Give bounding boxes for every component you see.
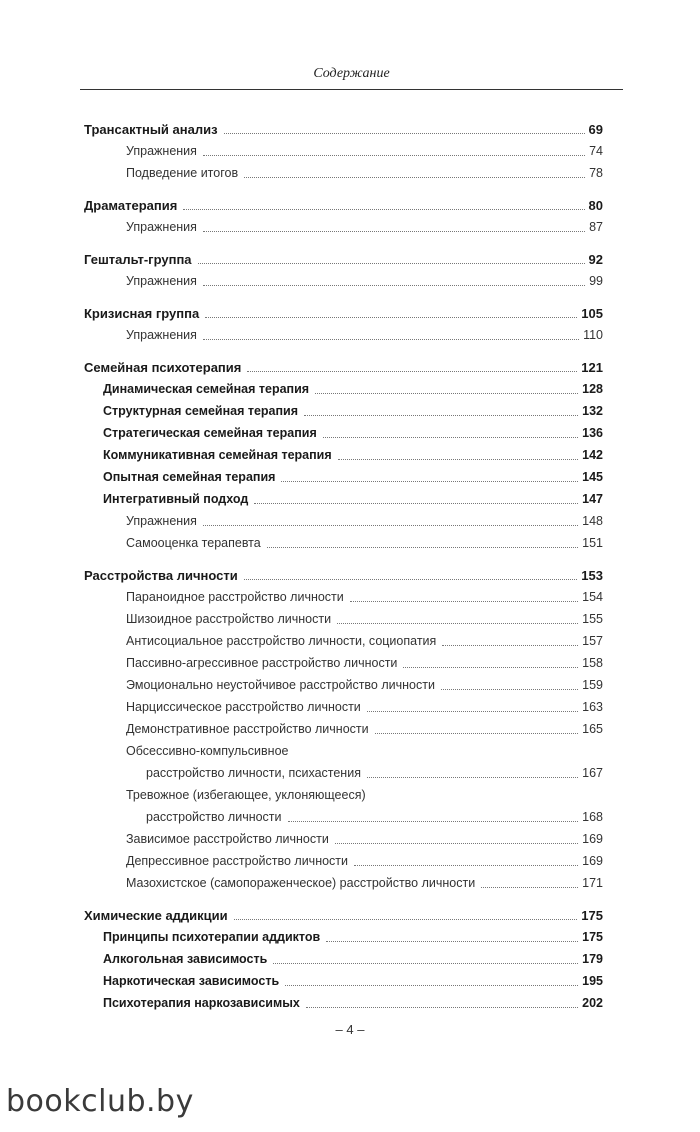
dot-leader bbox=[285, 985, 578, 986]
toc-entry-title: Тревожное (избегающее, уклоняющееся) bbox=[126, 788, 366, 802]
toc-entry-page: 179 bbox=[582, 952, 603, 966]
toc-entry-title: Подведение итогов bbox=[126, 166, 239, 180]
toc-entry bbox=[84, 463, 603, 485]
toc-entry-page: 163 bbox=[582, 700, 603, 714]
dot-leader bbox=[337, 623, 578, 624]
watermark-logo: bookclub.by bbox=[6, 1084, 194, 1119]
toc-entry-title: Наркотическая зависимость bbox=[103, 974, 280, 988]
dot-leader bbox=[247, 371, 577, 372]
toc-entry-page: 142 bbox=[582, 448, 603, 462]
toc-entry bbox=[84, 989, 603, 1011]
toc-entry bbox=[84, 671, 603, 693]
toc-entry-page: 78 bbox=[589, 166, 603, 180]
toc-entry-title: Эмоционально неустойчивое расстройство личности bbox=[126, 678, 435, 692]
toc-entry-title: Нарциссическое расстройство личности bbox=[126, 700, 361, 714]
dot-leader bbox=[254, 503, 578, 504]
toc-entry bbox=[84, 759, 603, 781]
toc-entry-title: Интегративный подход bbox=[103, 492, 249, 506]
toc-entry-title: Депрессивное расстройство личности bbox=[126, 854, 349, 868]
toc-entry-page: 128 bbox=[582, 382, 603, 396]
toc-entry-page: 159 bbox=[582, 678, 603, 692]
toc-entry bbox=[84, 419, 603, 441]
toc-entry-title: Демонстративное расстройство личности bbox=[126, 722, 369, 736]
toc-entry-title: Алкогольная зависимость bbox=[103, 952, 268, 966]
dot-leader bbox=[367, 777, 578, 778]
toc-entry-page: 169 bbox=[582, 854, 603, 868]
toc-entry-page: 202 bbox=[582, 996, 603, 1010]
toc-entry bbox=[84, 737, 603, 759]
toc-entry-page: 175 bbox=[581, 908, 603, 923]
toc-entry bbox=[84, 649, 603, 671]
toc-entry-page: 154 bbox=[582, 590, 603, 604]
toc-entry bbox=[84, 485, 603, 507]
toc-entry-title: Драматерапия bbox=[84, 198, 178, 213]
dot-leader bbox=[304, 415, 578, 416]
toc-entry bbox=[84, 191, 603, 213]
toc-entry-page: 195 bbox=[582, 974, 603, 988]
dot-leader bbox=[335, 843, 578, 844]
toc-entry-page: 155 bbox=[582, 612, 603, 626]
toc-entry-page: 110 bbox=[583, 328, 603, 342]
dot-leader bbox=[203, 339, 579, 340]
toc-entry bbox=[84, 869, 603, 891]
dot-leader bbox=[354, 865, 578, 866]
dot-leader bbox=[183, 209, 584, 210]
toc-entry-page: 145 bbox=[582, 470, 603, 484]
toc-entry-title: Кризисная группа bbox=[84, 306, 200, 321]
toc-entry bbox=[84, 159, 603, 181]
toc-entry bbox=[84, 693, 603, 715]
running-header: Содержание bbox=[313, 66, 390, 81]
toc-entry bbox=[84, 901, 603, 923]
toc-entry-page: 151 bbox=[582, 536, 603, 550]
toc-entry-title: Упражнения bbox=[126, 328, 197, 342]
toc-entry-page: 158 bbox=[582, 656, 603, 670]
toc-entry bbox=[84, 803, 603, 825]
dot-leader bbox=[326, 941, 578, 942]
toc-entry-page: 175 bbox=[582, 930, 603, 944]
dot-leader bbox=[367, 711, 578, 712]
dot-leader bbox=[244, 177, 585, 178]
toc-entry-title: Коммуникативная семейная терапия bbox=[103, 448, 332, 462]
toc-entry bbox=[84, 715, 603, 737]
toc-entry bbox=[84, 561, 603, 583]
dot-leader bbox=[203, 525, 578, 526]
toc-entry-title: Зависимое расстройство личности bbox=[126, 832, 329, 846]
toc-entry-title: Самооценка терапевта bbox=[126, 536, 261, 550]
toc-entry-page: 87 bbox=[589, 220, 603, 234]
toc-entry-title: Обсессивно-компульсивное bbox=[126, 744, 289, 758]
toc-entry bbox=[84, 627, 603, 649]
dot-leader bbox=[442, 645, 578, 646]
toc-entry-title: Опытная семейная терапия bbox=[103, 470, 276, 484]
toc-entry bbox=[84, 441, 603, 463]
toc-entry-title: Пассивно-агрессивное расстройство личности bbox=[126, 656, 398, 670]
toc-entry-title: Трансактный анализ bbox=[84, 122, 218, 137]
dot-leader bbox=[203, 231, 585, 232]
dot-leader bbox=[288, 821, 579, 822]
toc-entry bbox=[84, 967, 603, 989]
toc-entry bbox=[84, 923, 603, 945]
toc-entry-page: 92 bbox=[588, 252, 603, 267]
page-number: – 4 – bbox=[335, 1022, 365, 1037]
toc-entry-title: расстройство личности, психастения bbox=[146, 766, 361, 780]
toc-entry-title: Динамическая семейная терапия bbox=[103, 382, 310, 396]
dot-leader bbox=[203, 285, 585, 286]
dot-leader bbox=[203, 155, 585, 156]
header-rule bbox=[80, 89, 623, 90]
toc-entry-page: 69 bbox=[588, 122, 603, 137]
toc-entry bbox=[84, 321, 603, 343]
toc-entry-title: Расстройства личности bbox=[84, 568, 238, 583]
toc-entry-page: 132 bbox=[582, 404, 603, 418]
dot-leader bbox=[234, 919, 578, 920]
dot-leader bbox=[403, 667, 578, 668]
toc-entry bbox=[84, 945, 603, 967]
toc-entry-page: 165 bbox=[582, 722, 603, 736]
toc-entry-page: 80 bbox=[588, 198, 603, 213]
toc-entry-title: Психотерапия наркозависимых bbox=[103, 996, 300, 1010]
toc-entry bbox=[84, 507, 603, 529]
toc-entry bbox=[84, 847, 603, 869]
dot-leader bbox=[205, 317, 577, 318]
toc-entry-page: 169 bbox=[582, 832, 603, 846]
toc-entry-page: 168 bbox=[582, 810, 603, 824]
dot-leader bbox=[375, 733, 579, 734]
toc-entry-title: расстройство личности bbox=[146, 810, 282, 824]
dot-leader bbox=[244, 579, 578, 580]
toc-entry-page: 147 bbox=[582, 492, 603, 506]
toc-entry bbox=[84, 267, 603, 289]
toc-entry-page: 167 bbox=[582, 766, 603, 780]
toc-entry-title: Упражнения bbox=[126, 144, 197, 158]
dot-leader bbox=[481, 887, 578, 888]
toc-entry-page: 74 bbox=[589, 144, 603, 158]
toc-entry bbox=[84, 583, 603, 605]
dot-leader bbox=[315, 393, 578, 394]
toc-entry bbox=[84, 245, 603, 267]
dot-leader bbox=[198, 263, 585, 264]
toc-entry-title: Упражнения bbox=[126, 220, 197, 234]
toc-entry-title: Стратегическая семейная терапия bbox=[103, 426, 317, 440]
toc-entry-title: Антисоциальное расстройство личности, социопатия bbox=[126, 634, 437, 648]
toc-entry-title: Химические аддикции bbox=[84, 908, 228, 923]
table-of-contents bbox=[84, 115, 603, 1011]
dot-leader bbox=[441, 689, 578, 690]
dot-leader bbox=[267, 547, 578, 548]
toc-entry-title: Семейная психотерапия bbox=[84, 360, 242, 375]
dot-leader bbox=[338, 459, 578, 460]
dot-leader bbox=[306, 1007, 578, 1008]
toc-entry bbox=[84, 213, 603, 235]
toc-entry-page: 99 bbox=[589, 274, 603, 288]
toc-entry bbox=[84, 529, 603, 551]
toc-entry-page: 121 bbox=[581, 360, 603, 375]
toc-entry-page: 157 bbox=[582, 634, 603, 648]
toc-entry-title: Мазохистское (самопораженческое) расстройство личности bbox=[126, 876, 476, 890]
toc-entry bbox=[84, 397, 603, 419]
dot-leader bbox=[281, 481, 578, 482]
toc-entry bbox=[84, 375, 603, 397]
toc-entry bbox=[84, 353, 603, 375]
dot-leader bbox=[224, 133, 585, 134]
toc-entry-page: 136 bbox=[582, 426, 603, 440]
dot-leader bbox=[273, 963, 578, 964]
dot-leader bbox=[323, 437, 578, 438]
toc-entry-title: Упражнения bbox=[126, 274, 197, 288]
dot-leader bbox=[350, 601, 578, 602]
toc-entry-page: 153 bbox=[581, 568, 603, 583]
toc-entry bbox=[84, 299, 603, 321]
toc-entry bbox=[84, 781, 603, 803]
toc-entry-page: 148 bbox=[582, 514, 603, 528]
toc-entry-title: Шизоидное расстройство личности bbox=[126, 612, 332, 626]
toc-entry-page: 171 bbox=[582, 876, 603, 890]
toc-entry bbox=[84, 605, 603, 627]
toc-entry-title: Гештальт-группа bbox=[84, 252, 192, 267]
toc-entry-title: Принципы психотерапии аддиктов bbox=[103, 930, 321, 944]
toc-entry-title: Параноидное расстройство личности bbox=[126, 590, 344, 604]
toc-entry-page: 105 bbox=[581, 306, 603, 321]
toc-entry bbox=[84, 825, 603, 847]
toc-entry bbox=[84, 115, 603, 137]
toc-entry-title: Структурная семейная терапия bbox=[103, 404, 299, 418]
toc-entry bbox=[84, 137, 603, 159]
toc-entry-title: Упражнения bbox=[126, 514, 197, 528]
